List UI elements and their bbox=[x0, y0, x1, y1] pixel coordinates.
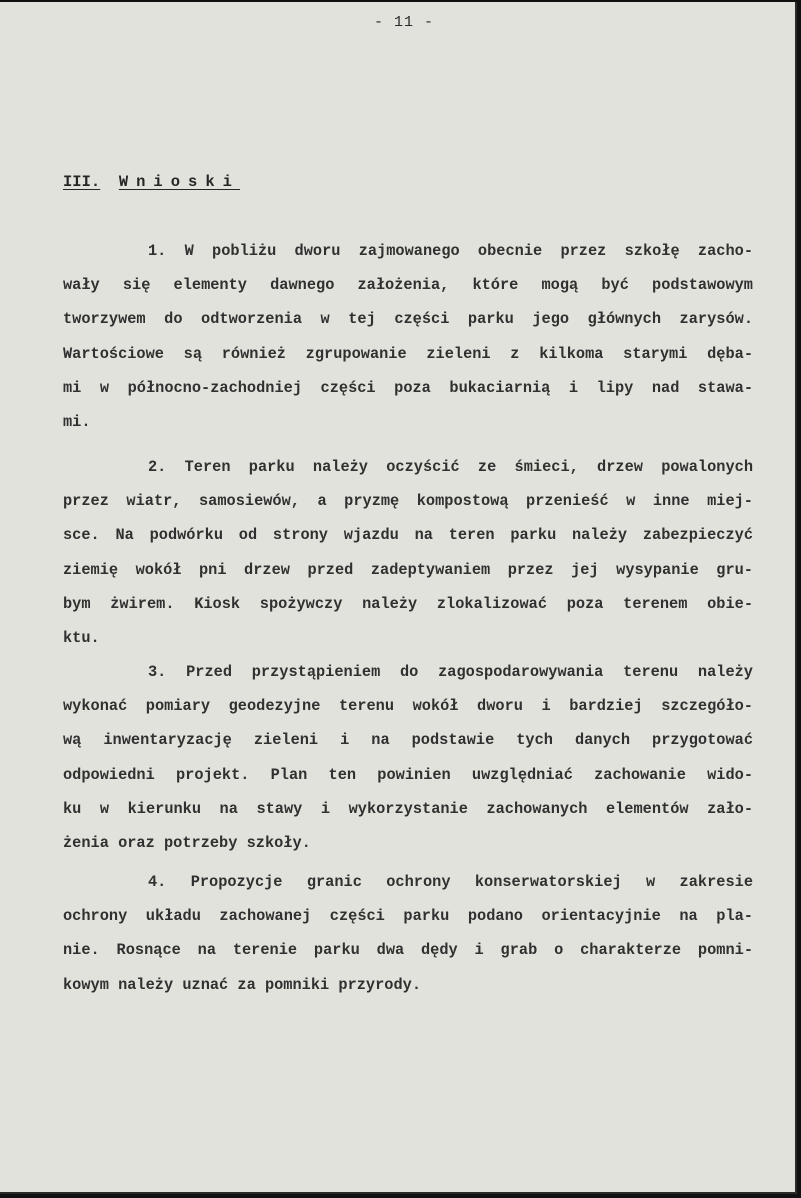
paragraph-3 bbox=[63, 655, 753, 860]
paragraph-line: 1. W pobliżu dworu zajmowanego obecnie przez szkołę zacho- bbox=[148, 242, 753, 260]
document-page bbox=[0, 2, 797, 1194]
paragraph-4 bbox=[63, 865, 753, 1002]
paragraph-line: żenia oraz potrzeby szkoły. bbox=[63, 834, 311, 853]
paragraph-line: mi w północno-zachodniej części poza bukaciarnią i lipy nad stawa- bbox=[63, 378, 753, 397]
heading-spacer bbox=[100, 173, 119, 191]
paragraph-line: mi. bbox=[63, 413, 91, 432]
paragraph-line: bym żwirem. Kiosk spożywczy należy zlokalizować poza terenem obie- bbox=[63, 594, 753, 613]
paragraph-line: ochrony układu zachowanej części parku podano orientacyjnie na pla- bbox=[63, 907, 753, 926]
paragraph-line: Wartościowe są również zgrupowanie zieleni z kilkoma starymi dęba- bbox=[63, 344, 753, 363]
paragraph-line: kowym należy uznać za pomniki przyrody. bbox=[63, 975, 422, 994]
paragraph-line: sce. Na podwórku od strony wjazdu na teren parku należy zabezpieczyć bbox=[63, 526, 753, 545]
paragraph-line: nie. Rosnące na terenie parku dwa dędy i grab o charakterze pomni- bbox=[63, 941, 753, 960]
section-number: III. bbox=[63, 173, 101, 191]
paragraph-line: odpowiedni projekt. Plan ten powinien uwzględniać zachowanie wido- bbox=[63, 765, 753, 784]
section-heading bbox=[63, 173, 240, 191]
paragraph-line: wą inwentaryzację zieleni i na podstawie tych danych przygotować bbox=[63, 731, 753, 750]
section-title: Wnioski bbox=[118, 173, 240, 191]
paragraph-line: ktu. bbox=[63, 629, 100, 648]
paragraph-line: tworzywem do odtworzenia w tej części parku jego głównych zarysów. bbox=[63, 310, 753, 329]
paragraph-line: ku w kierunku na stawy i wykorzystanie zachowanych elementów zało- bbox=[63, 799, 753, 818]
paragraph-line: 4. Propozycje granic ochrony konserwatorskiej w zakresie bbox=[148, 873, 753, 891]
paragraph-line: 3. Przed przystąpieniem do zagospodarowywania terenu należy bbox=[148, 663, 753, 681]
paragraph-line: przez wiatr, samosiewów, a pryzmę kompostową przenieść w inne miej- bbox=[63, 492, 753, 511]
paragraph-1 bbox=[63, 234, 753, 439]
paragraph-line: 2. Teren parku należy oczyścić ze śmieci, drzew powalonych bbox=[148, 458, 753, 476]
paragraph-line: ziemię wokół pni drzew przed zadeptywaniem przez jej wysypanie gru- bbox=[63, 560, 753, 579]
paragraph-line: wykonać pomiary geodezyjne terenu wokół dworu i bardziej szczegóło- bbox=[63, 697, 753, 716]
paragraph-2 bbox=[63, 450, 753, 655]
paragraph-line: wały się elementy dawnego założenia, które mogą być podstawowym bbox=[63, 276, 753, 295]
page-number: - 11 - bbox=[374, 14, 435, 31]
